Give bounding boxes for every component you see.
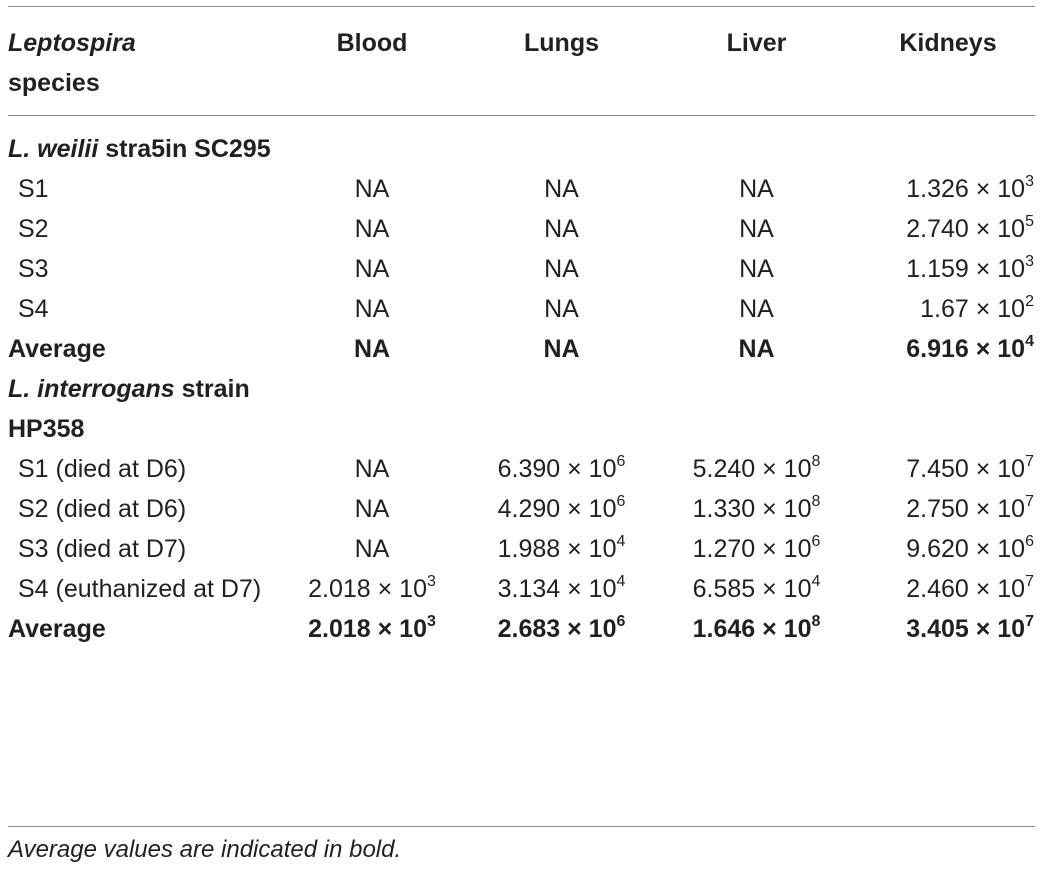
row-label: S3 <box>18 255 49 283</box>
blood-value: NA <box>353 335 391 363</box>
liver-value: $1.270 \times 10^6$ <box>692 533 821 563</box>
header-blood: Blood <box>336 29 408 57</box>
blood-value: NA <box>354 455 390 483</box>
table-row <box>0 449 1042 489</box>
kidneys-value: $1.159 \times 10^3$ <box>906 253 1034 283</box>
table-row <box>0 209 1042 249</box>
blood-value: NA <box>354 255 390 283</box>
lungs-value: NA <box>544 215 579 243</box>
blood-value: NA <box>354 175 390 203</box>
kidneys-value: $6.916 \times 10^4$ <box>906 333 1034 363</box>
kidneys-value: $1.326 \times 10^3$ <box>906 173 1034 203</box>
lungs-value: $4.290 \times 10^6$ <box>497 493 626 523</box>
row-label: S2 <box>18 215 49 243</box>
blood-value: NA <box>354 535 390 563</box>
lungs-value: $3.134 \times 10^4$ <box>497 573 626 603</box>
liver-value: $1.646 \times 10^8$ <box>692 613 821 643</box>
lungs-value: NA <box>543 335 580 363</box>
table-row <box>0 569 1042 609</box>
group-row <box>0 129 1042 169</box>
kidneys-value: $7.450 \times 10^7$ <box>906 453 1034 483</box>
liver-value: $5.240 \times 10^8$ <box>692 453 821 483</box>
liver-value: NA <box>739 175 774 203</box>
header-row <box>0 7 1042 115</box>
table-row <box>0 489 1042 529</box>
leptospira-table <box>0 7 1042 649</box>
row-label: S1 <box>18 175 49 203</box>
blood-value: NA <box>354 215 390 243</box>
row-label: Average <box>8 615 106 643</box>
row-label: S4 (euthanized at D7) <box>18 575 262 603</box>
row-label: Average <box>8 335 106 363</box>
header-kidneys: Kidneys <box>899 29 997 57</box>
kidneys-value: $1.67 \times 10^2$ <box>920 293 1034 323</box>
lungs-value: $6.390 \times 10^6$ <box>497 453 626 483</box>
group-label: L. interrogans strain HP358 <box>8 375 250 443</box>
row-label: S3 (died at D7) <box>18 535 187 563</box>
table-bottom-rule <box>8 826 1035 827</box>
average-row <box>0 329 1042 369</box>
header-liver: Liver <box>726 29 787 57</box>
kidneys-value: $9.620 \times 10^6$ <box>906 533 1034 563</box>
lungs-value: $2.683 \times 10^6$ <box>497 613 626 643</box>
lungs-value: NA <box>544 175 579 203</box>
lungs-value: NA <box>544 295 579 323</box>
kidneys-value: $2.750 \times 10^7$ <box>906 493 1034 523</box>
row-label: S2 (died at D6) <box>18 495 187 523</box>
lungs-value: $1.988 \times 10^4$ <box>497 533 626 563</box>
group-row <box>0 369 1042 449</box>
average-row <box>0 609 1042 649</box>
blood-value: NA <box>354 295 390 323</box>
blood-value: $2.018 \times 10^3$ <box>308 573 436 603</box>
table-row <box>0 249 1042 289</box>
header-lungs: Lungs <box>524 29 599 57</box>
kidneys-value: $2.460 \times 10^7$ <box>906 573 1034 603</box>
header-species: Leptospira species <box>8 29 136 97</box>
liver-value: NA <box>739 295 774 323</box>
blood-value: $2.018 \times 10^3$ <box>308 613 436 643</box>
table-row <box>0 169 1042 209</box>
footnote: Average values are indicated in bold. <box>8 836 402 863</box>
group-label: L. weilii stra5in SC295 <box>8 135 271 163</box>
liver-value: NA <box>739 255 774 283</box>
liver-value: NA <box>738 335 775 363</box>
table-row <box>0 529 1042 569</box>
table-body <box>0 129 1042 649</box>
kidneys-value: $2.740 \times 10^5$ <box>906 213 1034 243</box>
row-label: S4 <box>18 295 49 323</box>
table-row <box>0 289 1042 329</box>
blood-value: NA <box>354 495 390 523</box>
liver-value: $1.330 \times 10^8$ <box>692 493 821 523</box>
kidneys-value: $3.405 \times 10^7$ <box>906 613 1034 643</box>
liver-value: $6.585 \times 10^4$ <box>692 573 821 603</box>
lungs-value: NA <box>544 255 579 283</box>
row-label: S1 (died at D6) <box>18 455 187 483</box>
liver-value: NA <box>739 215 774 243</box>
